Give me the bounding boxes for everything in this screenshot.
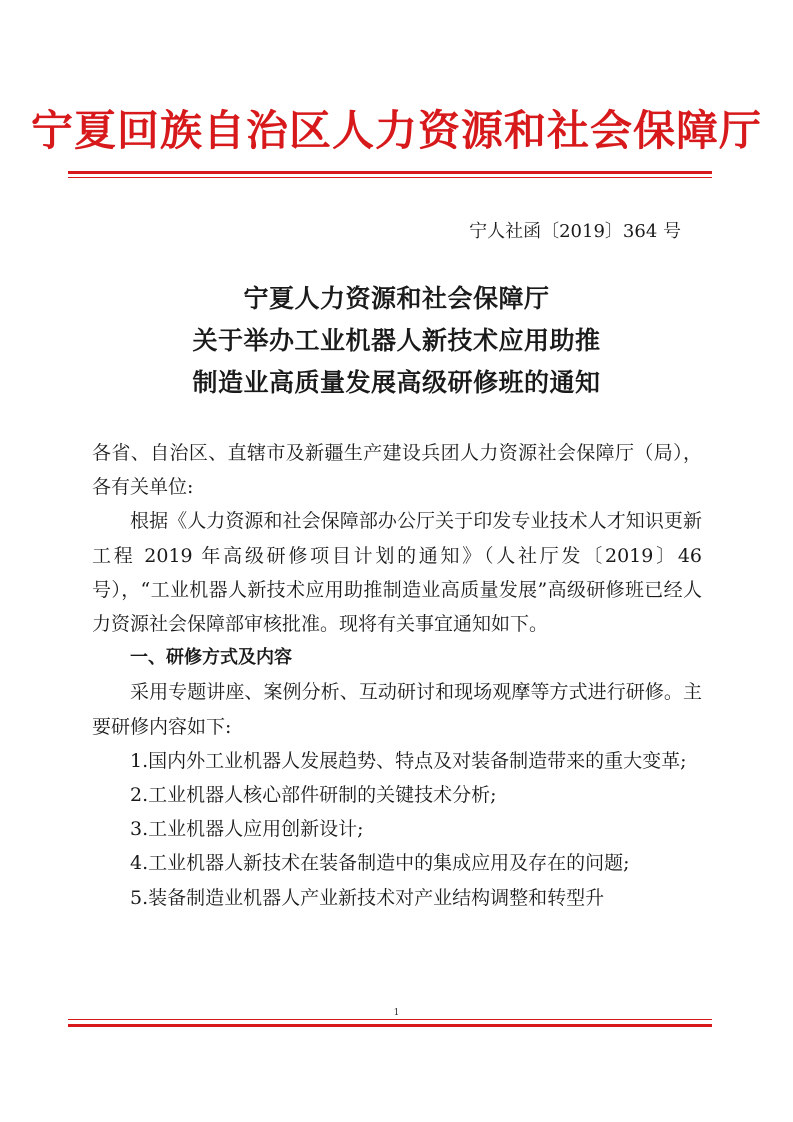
list-item-1: 1.国内外工业机器人发展趋势、特点及对装备制造带来的重大变革; [130, 749, 687, 772]
document-title-line-2: 关于举办工业机器人新技术应用助推 [192, 326, 601, 355]
org-header-title: 宁夏回族自治区人力资源和社会保障厅 [30, 106, 762, 155]
document-title-line-3: 制造业高质量发展高级研修班的通知 [192, 368, 601, 397]
footer-red-rule-thick [68, 1024, 712, 1027]
list-item-3: 3.工业机器人应用创新设计; [130, 818, 364, 841]
document-number: 宁人社函〔2019〕364 号 [469, 221, 681, 242]
section-1-heading: 一、研修方式及内容 [130, 647, 292, 669]
paragraph-1: 根据《人力资源和社会保障部办公厅关于印发专业技术人才知识更新工程 2019 年高级研修项目计划的通知》（人社厅发〔2019〕46 号），“工业机器人新技术应用助推制造业高质量发展”高级研修班已经人力资源社会保障部审核批准。现将有关事宜通知如下。 [92, 510, 702, 636]
header-red-rule-thick [68, 171, 712, 174]
document-title-line-1: 宁夏人力资源和社会保障厅 [243, 284, 550, 313]
list-item-2: 2.工业机器人核心部件研制的关键技术分析; [130, 784, 497, 807]
footer-red-rule-thin [68, 1019, 712, 1020]
page-number: 1 [393, 1008, 400, 1018]
section-1-intro: 采用专题讲座、案例分析、互动研讨和现场观摩等方式进行研修。主要研修内容如下: [92, 681, 702, 738]
salutation: 各省、自治区、直辖市及新疆生产建设兵团人力资源社会保障厅（局），各有关单位: [92, 442, 702, 499]
list-item-4: 4.工业机器人新技术在装备制造中的集成应用及存在的问题; [130, 852, 630, 875]
list-item-5: 5.装备制造业机器人产业新技术对产业结构调整和转型升 [130, 886, 605, 909]
header-red-rule-thin [68, 177, 712, 178]
document-body [92, 436, 702, 915]
